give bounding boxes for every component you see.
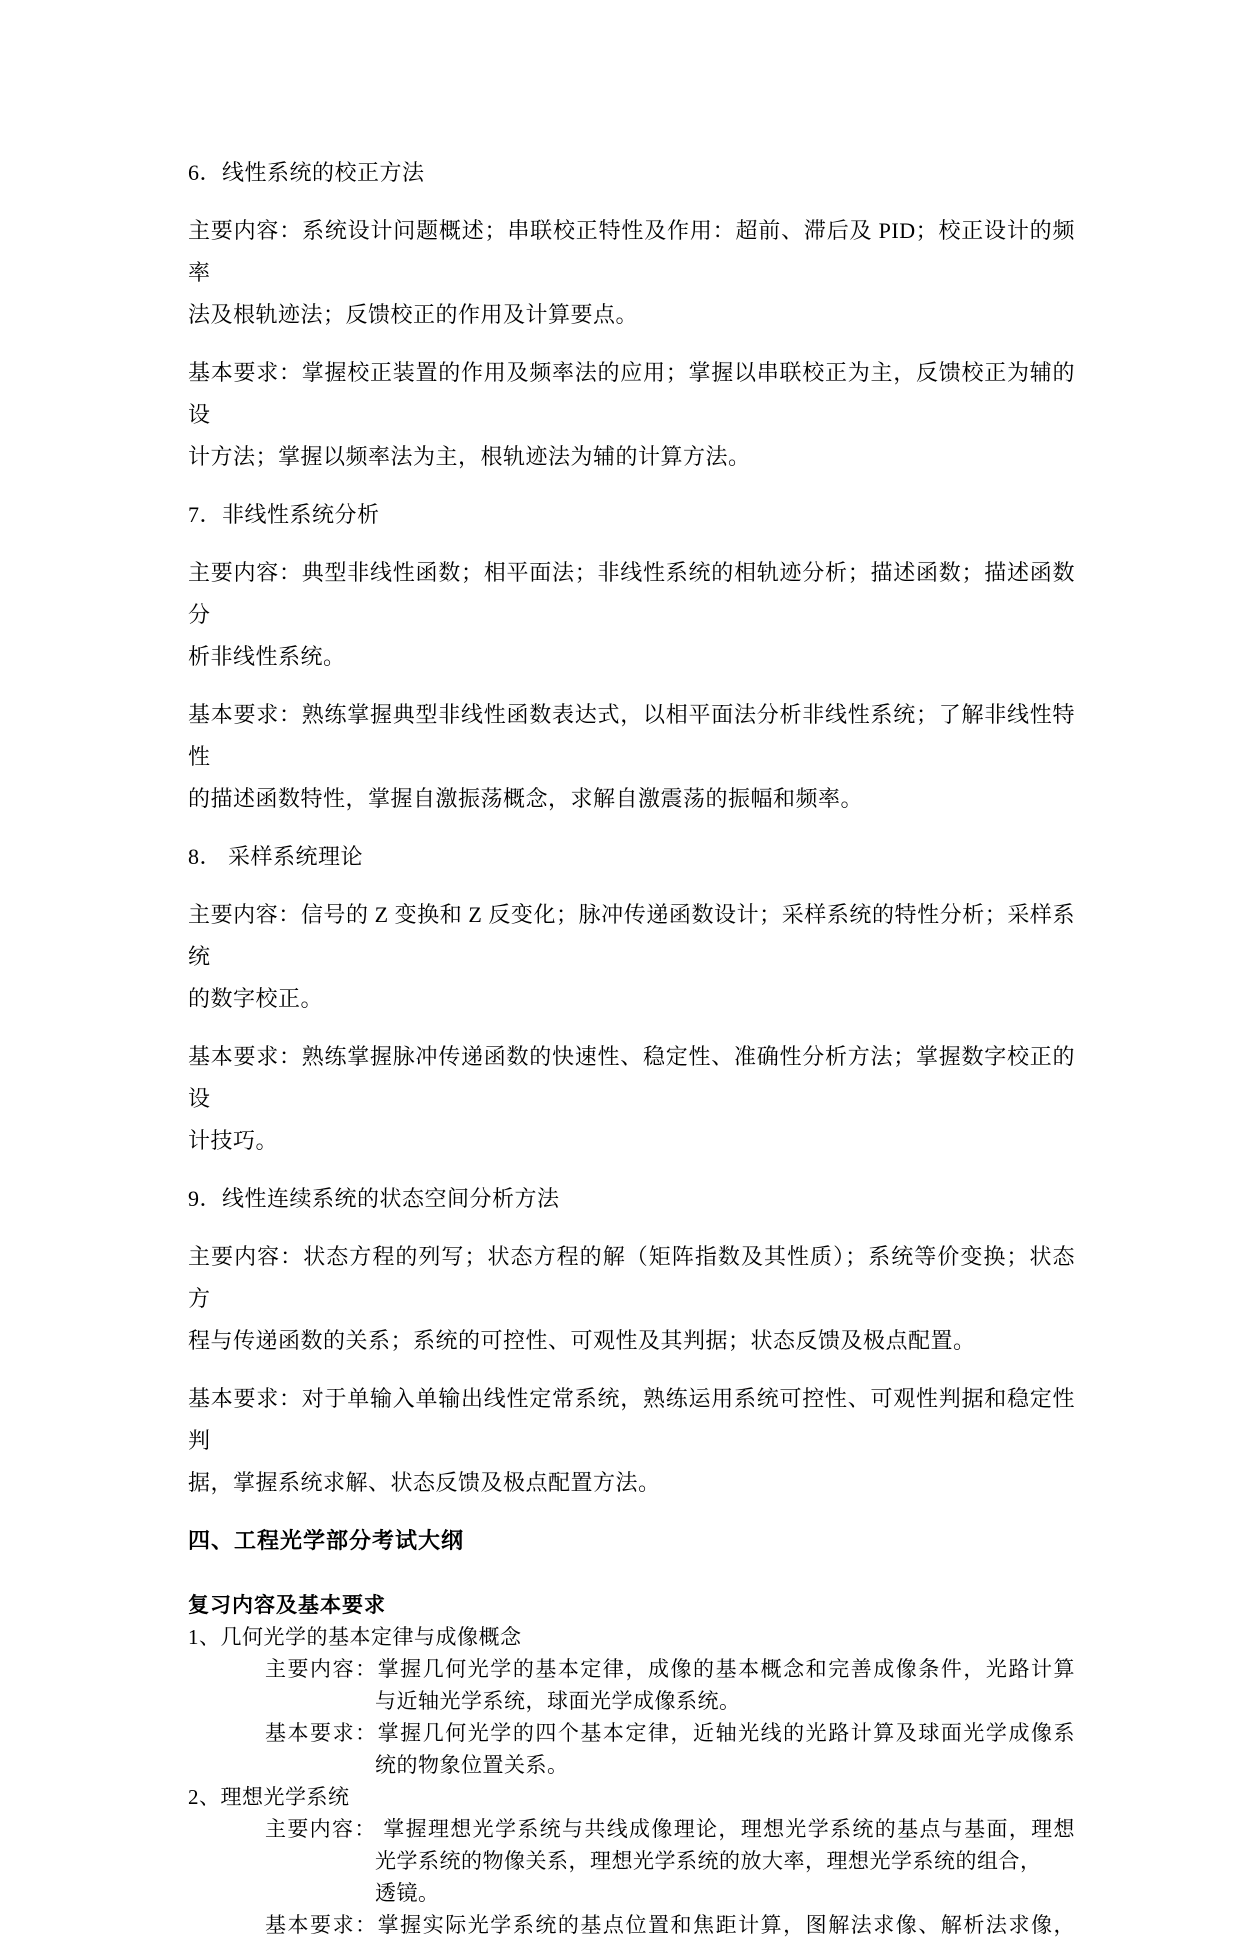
paragraph-line: 基本要求：熟练掌握脉冲传递函数的快速性、稳定性、准确性分析方法；掌握数字校正的设 <box>188 1044 1075 1111</box>
optics-item-2-basic-requirements-line: 基本要求：掌握实际光学系统的基点位置和焦距计算，图解法求像、解析法求像， <box>265 1913 1075 1937</box>
paragraph-line: 计技巧。 <box>188 1128 279 1153</box>
review-content-heading: 复习内容及基本要求 <box>188 1593 386 1617</box>
paragraph-line: 的数字校正。 <box>188 986 324 1011</box>
heading-9-state-space-analysis: 9．线性连续系统的状态空间分析方法 <box>188 1186 560 1211</box>
document-content <box>188 152 1075 1941</box>
optics-section <box>188 1589 1075 1941</box>
heading-7-nonlinear-system-analysis: 7．非线性系统分析 <box>188 502 380 527</box>
paragraph-9-basic-requirements <box>188 1378 1075 1504</box>
paragraph-line: 基本要求：熟练掌握典型非线性函数表达式，以相平面法分析非线性系统；了解非线性特性 <box>188 702 1075 769</box>
optics-item-1-title: 1、几何光学的基本定律与成像概念 <box>188 1625 522 1649</box>
heading-part-4-engineering-optics: 四、工程光学部分考试大纲 <box>188 1528 465 1553</box>
optics-item-1-main-content-line: 与近轴光学系统，球面光学成像系统。 <box>375 1689 741 1713</box>
paragraph-line: 法及根轨迹法；反馈校正的作用及计算要点。 <box>188 302 639 327</box>
optics-item-2-main-content-line: 透镜。 <box>375 1881 440 1905</box>
paragraph-line: 主要内容：信号的 Z 变换和 Z 反变化；脉冲传递函数设计；采样系统的特性分析；采样系统 <box>188 902 1075 969</box>
optics-item-2-main-content-line: 光学系统的物像关系，理想光学系统的放大率，理想光学系统的组合， <box>375 1849 1042 1873</box>
paragraph-line: 析非线性系统。 <box>188 644 346 669</box>
heading-8-sampling-system-theory: 8． 采样系统理论 <box>188 844 364 869</box>
paragraph-9-main-content <box>188 1236 1075 1362</box>
optics-item-2-main-content-line: 主要内容： 掌握理想光学系统与共线成像理论，理想光学系统的基点与基面，理想 <box>265 1817 1075 1841</box>
paragraph-8-basic-requirements <box>188 1036 1075 1162</box>
paragraph-7-basic-requirements <box>188 694 1075 820</box>
paragraph-line: 程与传递函数的关系；系统的可控性、可观性及其判据；状态反馈及极点配置。 <box>188 1328 976 1353</box>
paragraph-line: 主要内容：状态方程的列写；状态方程的解（矩阵指数及其性质）；系统等价变换；状态方 <box>188 1244 1075 1311</box>
control-theory-section <box>188 152 1075 1504</box>
paragraph-8-main-content <box>188 894 1075 1020</box>
paragraph-line: 据，掌握系统求解、状态反馈及极点配置方法。 <box>188 1470 661 1495</box>
paragraph-6-main-content <box>188 210 1075 336</box>
heading-6-linear-system-correction: 6．线性系统的校正方法 <box>188 160 425 185</box>
optics-item-1-basic-requirements-line: 统的物象位置关系。 <box>375 1753 569 1777</box>
paragraph-6-basic-requirements <box>188 352 1075 478</box>
paragraph-line: 计方法；掌握以频率法为主，根轨迹法为辅的计算方法。 <box>188 444 751 469</box>
paragraph-7-main-content <box>188 552 1075 678</box>
paragraph-line: 基本要求：对于单输入单输出线性定常系统，熟练运用系统可控性、可观性判据和稳定性判 <box>188 1386 1075 1453</box>
optics-item-1-main-content-line: 主要内容：掌握几何光学的基本定律，成像的基本概念和完善成像条件，光路计算 <box>265 1657 1075 1681</box>
paragraph-line: 主要内容：典型非线性函数；相平面法；非线性系统的相轨迹分析；描述函数；描述函数分 <box>188 560 1075 627</box>
paragraph-line: 基本要求：掌握校正装置的作用及频率法的应用；掌握以串联校正为主，反馈校正为辅的设 <box>188 360 1075 427</box>
optics-item-1-basic-requirements-line: 基本要求：掌握几何光学的四个基本定律，近轴光线的光路计算及球面光学成像系 <box>265 1721 1075 1745</box>
paragraph-line: 主要内容：系统设计问题概述；串联校正特性及作用：超前、滞后及 PID；校正设计的频率 <box>188 218 1075 285</box>
optics-item-2-title: 2、理想光学系统 <box>188 1785 350 1809</box>
paragraph-line: 的描述函数特性，掌握自激振荡概念，求解自激震荡的振幅和频率。 <box>188 786 864 811</box>
